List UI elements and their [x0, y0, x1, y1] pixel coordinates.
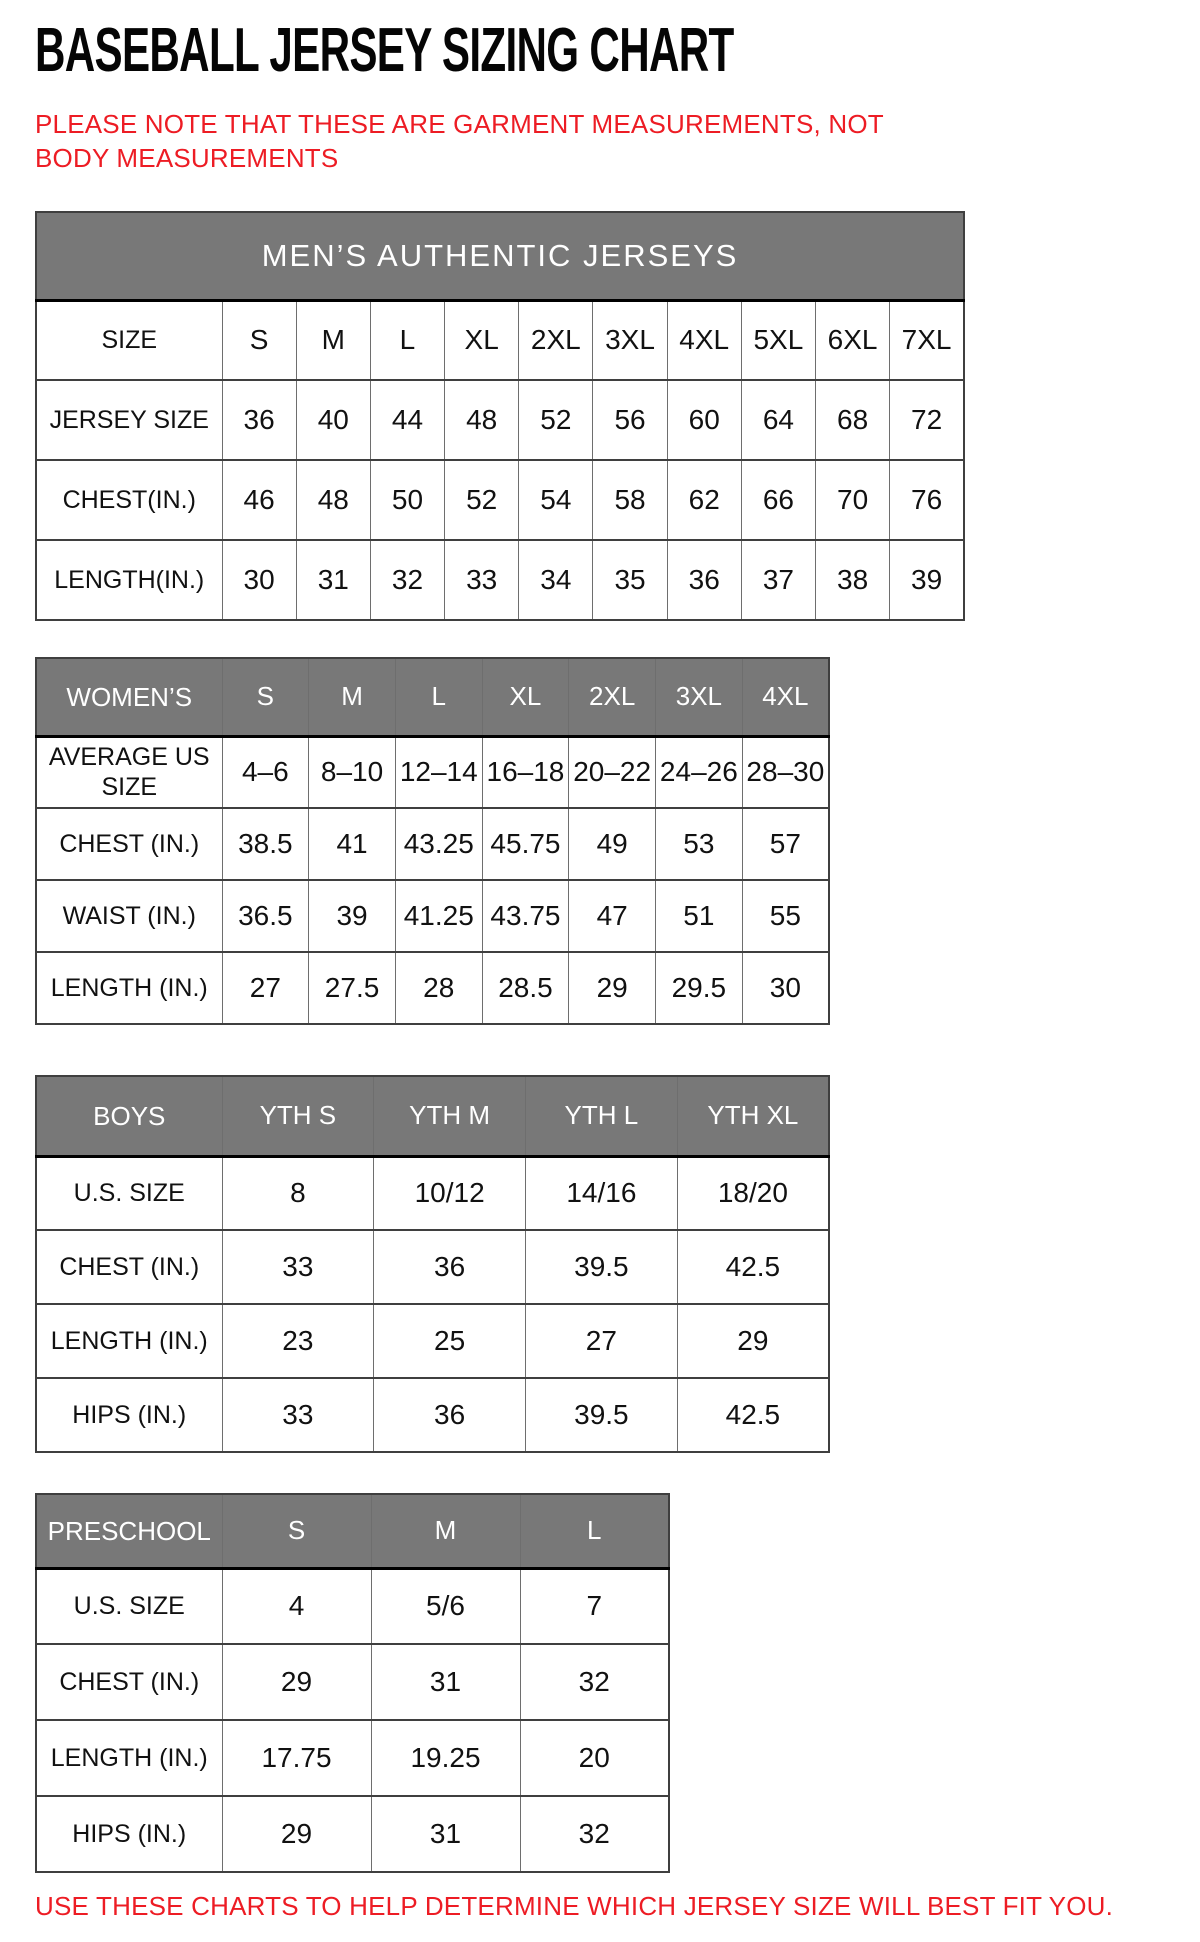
- value-cell: 7: [520, 1568, 669, 1644]
- column-header-cell: 4XL: [742, 658, 829, 736]
- column-header-cell: YTH L: [526, 1076, 678, 1156]
- value-cell: 6XL: [816, 300, 890, 380]
- value-cell: 42.5: [677, 1378, 829, 1452]
- preschool-length-row: [36, 1720, 669, 1796]
- column-header-cell: 3XL: [656, 658, 743, 736]
- value-cell: 2XL: [519, 300, 593, 380]
- column-header-cell: L: [520, 1494, 669, 1568]
- row-label: HIPS (IN.): [36, 1378, 222, 1452]
- fit-advice-note: USE THESE CHARTS TO HELP DETERMINE WHICH JERSEY SIZE WILL BEST FIT YOU.: [35, 1891, 1114, 1921]
- column-header-cell: S: [222, 1494, 371, 1568]
- value-cell: 54: [519, 460, 593, 540]
- table-header-label: BOYS: [36, 1076, 222, 1156]
- value-cell: 72: [890, 380, 964, 460]
- value-cell: 31: [371, 1644, 520, 1720]
- value-cell: 20–22: [569, 736, 656, 808]
- value-cell: 44: [370, 380, 444, 460]
- value-cell: 27.5: [309, 952, 396, 1024]
- row-label: WAIST (IN.): [36, 880, 222, 952]
- value-cell: 39.5: [526, 1230, 678, 1304]
- row-label: HIPS (IN.): [36, 1796, 222, 1872]
- value-cell: 5XL: [741, 300, 815, 380]
- value-cell: 8: [222, 1156, 374, 1230]
- value-cell: 32: [520, 1644, 669, 1720]
- value-cell: 48: [296, 460, 370, 540]
- value-cell: 39: [890, 540, 964, 620]
- value-cell: 5/6: [371, 1568, 520, 1644]
- page-title: BASEBALL JERSEY SIZING CHART: [35, 16, 734, 85]
- value-cell: 41.25: [395, 880, 482, 952]
- value-cell: 33: [445, 540, 519, 620]
- value-cell: 29.5: [656, 952, 743, 1024]
- row-label: U.S. SIZE: [36, 1568, 222, 1644]
- value-cell: 57: [742, 808, 829, 880]
- value-cell: 70: [816, 460, 890, 540]
- value-cell: 49: [569, 808, 656, 880]
- value-cell: 23: [222, 1304, 374, 1378]
- value-cell: 31: [296, 540, 370, 620]
- value-cell: 46: [222, 460, 296, 540]
- value-cell: 16–18: [482, 736, 569, 808]
- value-cell: 62: [667, 460, 741, 540]
- mens-table-banner: MEN’S AUTHENTIC JERSEYS: [36, 212, 964, 300]
- value-cell: 14/16: [526, 1156, 678, 1230]
- row-label: LENGTH (IN.): [36, 1304, 222, 1378]
- value-cell: 36: [667, 540, 741, 620]
- womens-jerseys-table: [35, 657, 830, 1025]
- value-cell: 12–14: [395, 736, 482, 808]
- value-cell: 50: [370, 460, 444, 540]
- boys-length-row: [36, 1304, 829, 1378]
- value-cell: 36: [374, 1378, 526, 1452]
- value-cell: 39: [309, 880, 396, 952]
- value-cell: 29: [677, 1304, 829, 1378]
- value-cell: 32: [520, 1796, 669, 1872]
- column-header-cell: L: [395, 658, 482, 736]
- column-header-cell: S: [222, 658, 309, 736]
- womens-header-row: [36, 658, 829, 736]
- value-cell: 48: [445, 380, 519, 460]
- value-cell: 76: [890, 460, 964, 540]
- mens-table-banner-row: [36, 212, 964, 300]
- value-cell: 28: [395, 952, 482, 1024]
- value-cell: 34: [519, 540, 593, 620]
- value-cell: 17.75: [222, 1720, 371, 1796]
- value-cell: XL: [445, 300, 519, 380]
- row-label: JERSEY SIZE: [36, 380, 222, 460]
- value-cell: 4: [222, 1568, 371, 1644]
- value-cell: 38: [816, 540, 890, 620]
- value-cell: 58: [593, 460, 667, 540]
- mens-size-row: [36, 300, 964, 380]
- value-cell: 40: [296, 380, 370, 460]
- row-label: CHEST(IN.): [36, 460, 222, 540]
- value-cell: 47: [569, 880, 656, 952]
- value-cell: 27: [222, 952, 309, 1024]
- value-cell: 52: [519, 380, 593, 460]
- value-cell: 43.75: [482, 880, 569, 952]
- mens-chest-row: [36, 460, 964, 540]
- value-cell: 36: [222, 380, 296, 460]
- row-label: AVERAGE US SIZE: [36, 736, 222, 808]
- value-cell: 39.5: [526, 1378, 678, 1452]
- preschool-header-row: [36, 1494, 669, 1568]
- value-cell: 27: [526, 1304, 678, 1378]
- preschool-us-size-row: [36, 1568, 669, 1644]
- boys-jerseys-table: [35, 1075, 830, 1453]
- value-cell: 64: [741, 380, 815, 460]
- column-header-cell: YTH XL: [677, 1076, 829, 1156]
- value-cell: 8–10: [309, 736, 396, 808]
- value-cell: 25: [374, 1304, 526, 1378]
- value-cell: 29: [222, 1796, 371, 1872]
- row-label: CHEST (IN.): [36, 1230, 222, 1304]
- value-cell: 36: [374, 1230, 526, 1304]
- value-cell: 31: [371, 1796, 520, 1872]
- column-header-cell: M: [309, 658, 396, 736]
- value-cell: 53: [656, 808, 743, 880]
- value-cell: L: [370, 300, 444, 380]
- womens-us-size-row: [36, 736, 829, 808]
- preschool-jerseys-table: [35, 1493, 670, 1873]
- value-cell: 24–26: [656, 736, 743, 808]
- table-header-label: PRESCHOOL: [36, 1494, 222, 1568]
- boys-hips-row: [36, 1378, 829, 1452]
- value-cell: 4XL: [667, 300, 741, 380]
- value-cell: 18/20: [677, 1156, 829, 1230]
- value-cell: 28.5: [482, 952, 569, 1024]
- value-cell: 33: [222, 1378, 374, 1452]
- value-cell: 30: [222, 540, 296, 620]
- measurement-note: PLEASE NOTE THAT THESE ARE GARMENT MEASUREMENTS, NOT BODY MEASUREMENTS: [35, 109, 884, 173]
- column-header-cell: M: [371, 1494, 520, 1568]
- table-header-label: WOMEN’S: [36, 658, 222, 736]
- column-header-cell: YTH S: [222, 1076, 374, 1156]
- value-cell: 35: [593, 540, 667, 620]
- value-cell: S: [222, 300, 296, 380]
- value-cell: 29: [222, 1644, 371, 1720]
- womens-waist-row: [36, 880, 829, 952]
- value-cell: 19.25: [371, 1720, 520, 1796]
- value-cell: 37: [741, 540, 815, 620]
- mens-length-row: [36, 540, 964, 620]
- row-label: LENGTH(IN.): [36, 540, 222, 620]
- value-cell: M: [296, 300, 370, 380]
- value-cell: 42.5: [677, 1230, 829, 1304]
- row-label: CHEST (IN.): [36, 1644, 222, 1720]
- value-cell: 68: [816, 380, 890, 460]
- value-cell: 55: [742, 880, 829, 952]
- mens-authentic-jerseys-table: [35, 211, 965, 621]
- value-cell: 41: [309, 808, 396, 880]
- value-cell: 28–30: [742, 736, 829, 808]
- value-cell: 10/12: [374, 1156, 526, 1230]
- value-cell: 56: [593, 380, 667, 460]
- row-label: LENGTH (IN.): [36, 952, 222, 1024]
- boys-us-size-row: [36, 1156, 829, 1230]
- value-cell: 43.25: [395, 808, 482, 880]
- row-label: U.S. SIZE: [36, 1156, 222, 1230]
- womens-length-row: [36, 952, 829, 1024]
- preschool-hips-row: [36, 1796, 669, 1872]
- column-header-cell: YTH M: [374, 1076, 526, 1156]
- row-label: CHEST (IN.): [36, 808, 222, 880]
- value-cell: 7XL: [890, 300, 964, 380]
- value-cell: 29: [569, 952, 656, 1024]
- value-cell: 45.75: [482, 808, 569, 880]
- boys-chest-row: [36, 1230, 829, 1304]
- womens-chest-row: [36, 808, 829, 880]
- value-cell: 4–6: [222, 736, 309, 808]
- preschool-chest-row: [36, 1644, 669, 1720]
- column-header-cell: XL: [482, 658, 569, 736]
- value-cell: 3XL: [593, 300, 667, 380]
- row-label: LENGTH (IN.): [36, 1720, 222, 1796]
- boys-header-row: [36, 1076, 829, 1156]
- row-label: SIZE: [36, 300, 222, 380]
- value-cell: 36.5: [222, 880, 309, 952]
- value-cell: 30: [742, 952, 829, 1024]
- value-cell: 32: [370, 540, 444, 620]
- value-cell: 60: [667, 380, 741, 460]
- value-cell: 33: [222, 1230, 374, 1304]
- mens-jersey-size-row: [36, 380, 964, 460]
- value-cell: 66: [741, 460, 815, 540]
- value-cell: 38.5: [222, 808, 309, 880]
- value-cell: 51: [656, 880, 743, 952]
- value-cell: 20: [520, 1720, 669, 1796]
- column-header-cell: 2XL: [569, 658, 656, 736]
- value-cell: 52: [445, 460, 519, 540]
